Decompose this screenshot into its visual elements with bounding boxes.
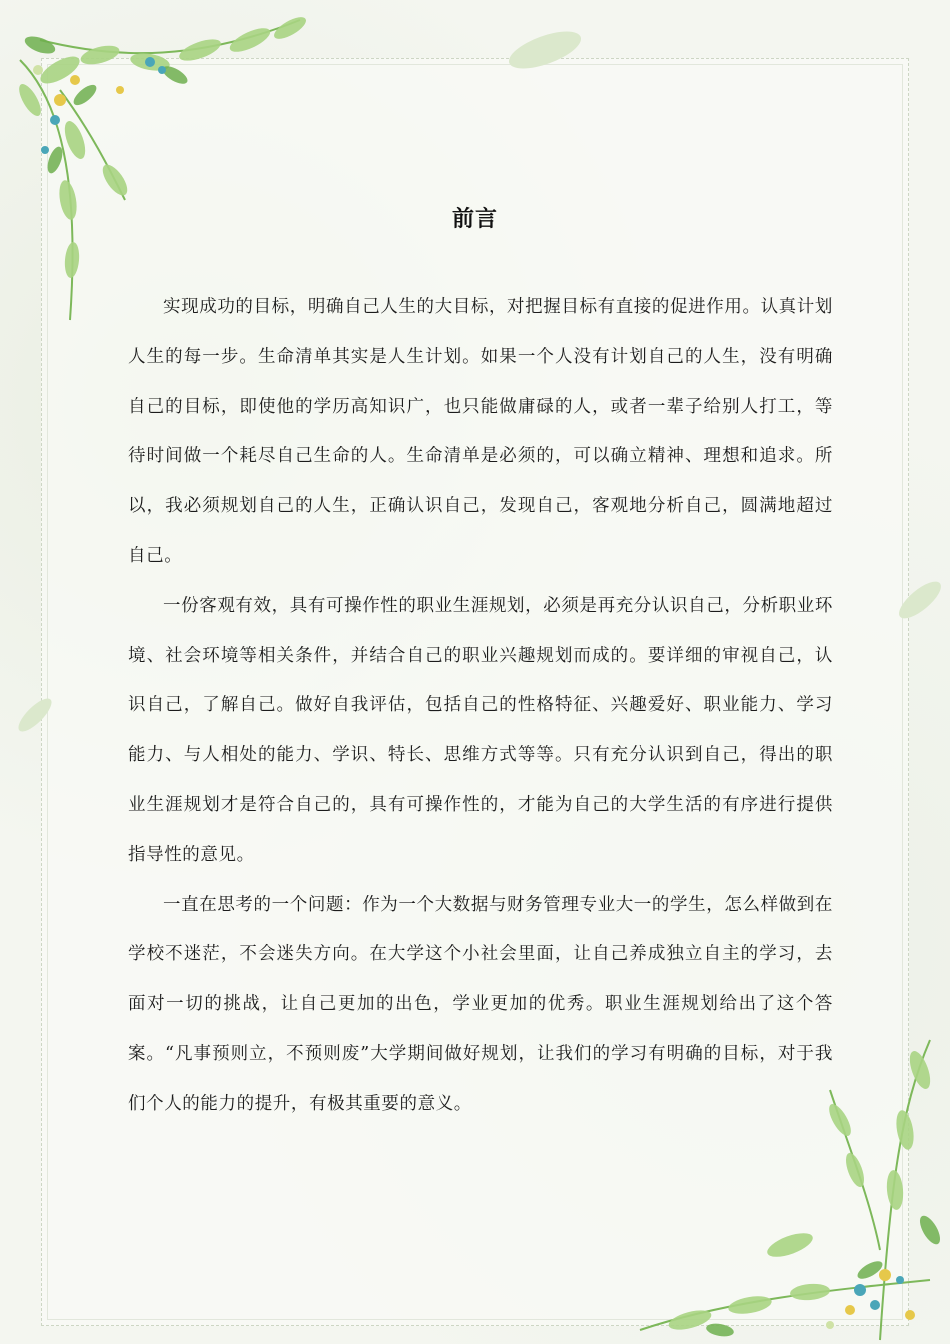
leaf-decoration-top (500, 20, 590, 80)
leaf-decoration-right (890, 570, 950, 630)
leaf-decoration-left (10, 690, 60, 740)
paragraph-3: 一直在思考的一个问题：作为一个大数据与财务管理专业大一的学生，怎么样做到在学校不迷茫，不会迷失方向。在大学这个小社会里面，让自己养成独立自主的学习，去面对一切的挑战，让自己更加的出色，学业更加的优秀。职业生涯规划给出了这个答案。“凡事预则立，不预则废”大学期间做好规划，让我们的学习有明确的目标，对于我们个人的能力的提升，有极其重要的意义。 (128, 894, 833, 1114)
document-body (128, 283, 833, 1130)
paragraph-2: 一份客观有效，具有可操作性的职业生涯规划，必须是再充分认识自己，分析职业环境、社会环境等相关条件，并结合自己的职业兴趣规划而成的。要详细的审视自己，认识自己，了解自己。做好自我评估，包括自己的性格特征、兴趣爱好、职业能力、学习能力、与人相处的能力、学识、特长、思维方式等等。只有充分认识到自己，得出的职业生涯规划才是符合自己的，具有可操作性的，才能为自己的大学生活的有序进行提供指导性的意见。 (128, 595, 833, 865)
paragraph-1: 实现成功的目标，明确自己人生的大目标，对把握目标有直接的促进作用。认真计划人生的每一步。生命清单其实是人生计划。如果一个人没有计划自己的人生，没有明确自己的目标，即使他的学历高知识广，也只能做庸碌的人，或者一辈子给别人打工，等待时间做一个耗尽自己生命的人。生命清单是必须的，可以确立精神、理想和追求。所以，我必须规划自己的人生，正确认识自己，发现自己，客观地分析自己，圆满地超过自己。 (128, 297, 833, 566)
floral-decoration-top-left (0, 0, 320, 330)
document-title: 前言 (451, 207, 498, 232)
